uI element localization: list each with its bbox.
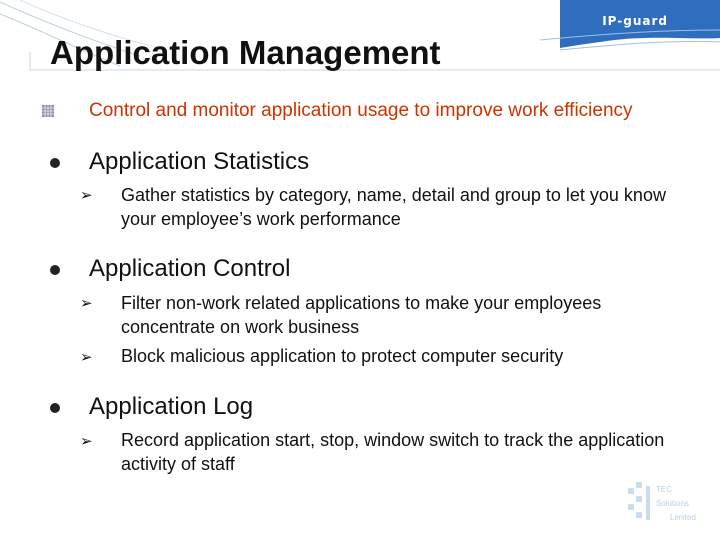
logo-line1: TEC bbox=[656, 485, 672, 494]
section-bullet-icon bbox=[50, 403, 60, 413]
list-item: Filter non-work related applications to make your employees concentrate on work business bbox=[121, 293, 602, 337]
page-title: Application Management bbox=[50, 34, 441, 71]
section-bullet-icon bbox=[50, 158, 60, 168]
logo-line2: Solutions bbox=[656, 499, 689, 508]
list-item: Gather statistics by category, name, detail and group to let you know your employee’s work performance bbox=[121, 185, 666, 229]
subtitle-bullet-icon bbox=[41, 104, 55, 118]
brand-label: IP-guard bbox=[602, 14, 668, 28]
company-logo bbox=[626, 478, 712, 528]
section-title-statistics: Application Statistics bbox=[89, 148, 310, 175]
section-title-control: Application Control bbox=[89, 255, 291, 282]
arrow-bullet-icon: ➢ bbox=[80, 433, 93, 450]
arrow-bullet-icon: ➢ bbox=[80, 187, 93, 204]
section-title-log: Application Log bbox=[89, 393, 254, 420]
list-item: Record application start, stop, window switch to track the application activity of staff bbox=[121, 430, 665, 474]
section-bullet-icon bbox=[50, 265, 60, 275]
list-item: Block malicious application to protect computer security bbox=[121, 346, 564, 366]
page-subtitle: Control and monitor application usage to improve work efficiency bbox=[89, 100, 633, 121]
arrow-bullet-icon: ➢ bbox=[80, 349, 93, 366]
logo-line3: Limited bbox=[670, 513, 696, 522]
arrow-bullet-icon: ➢ bbox=[80, 295, 93, 312]
